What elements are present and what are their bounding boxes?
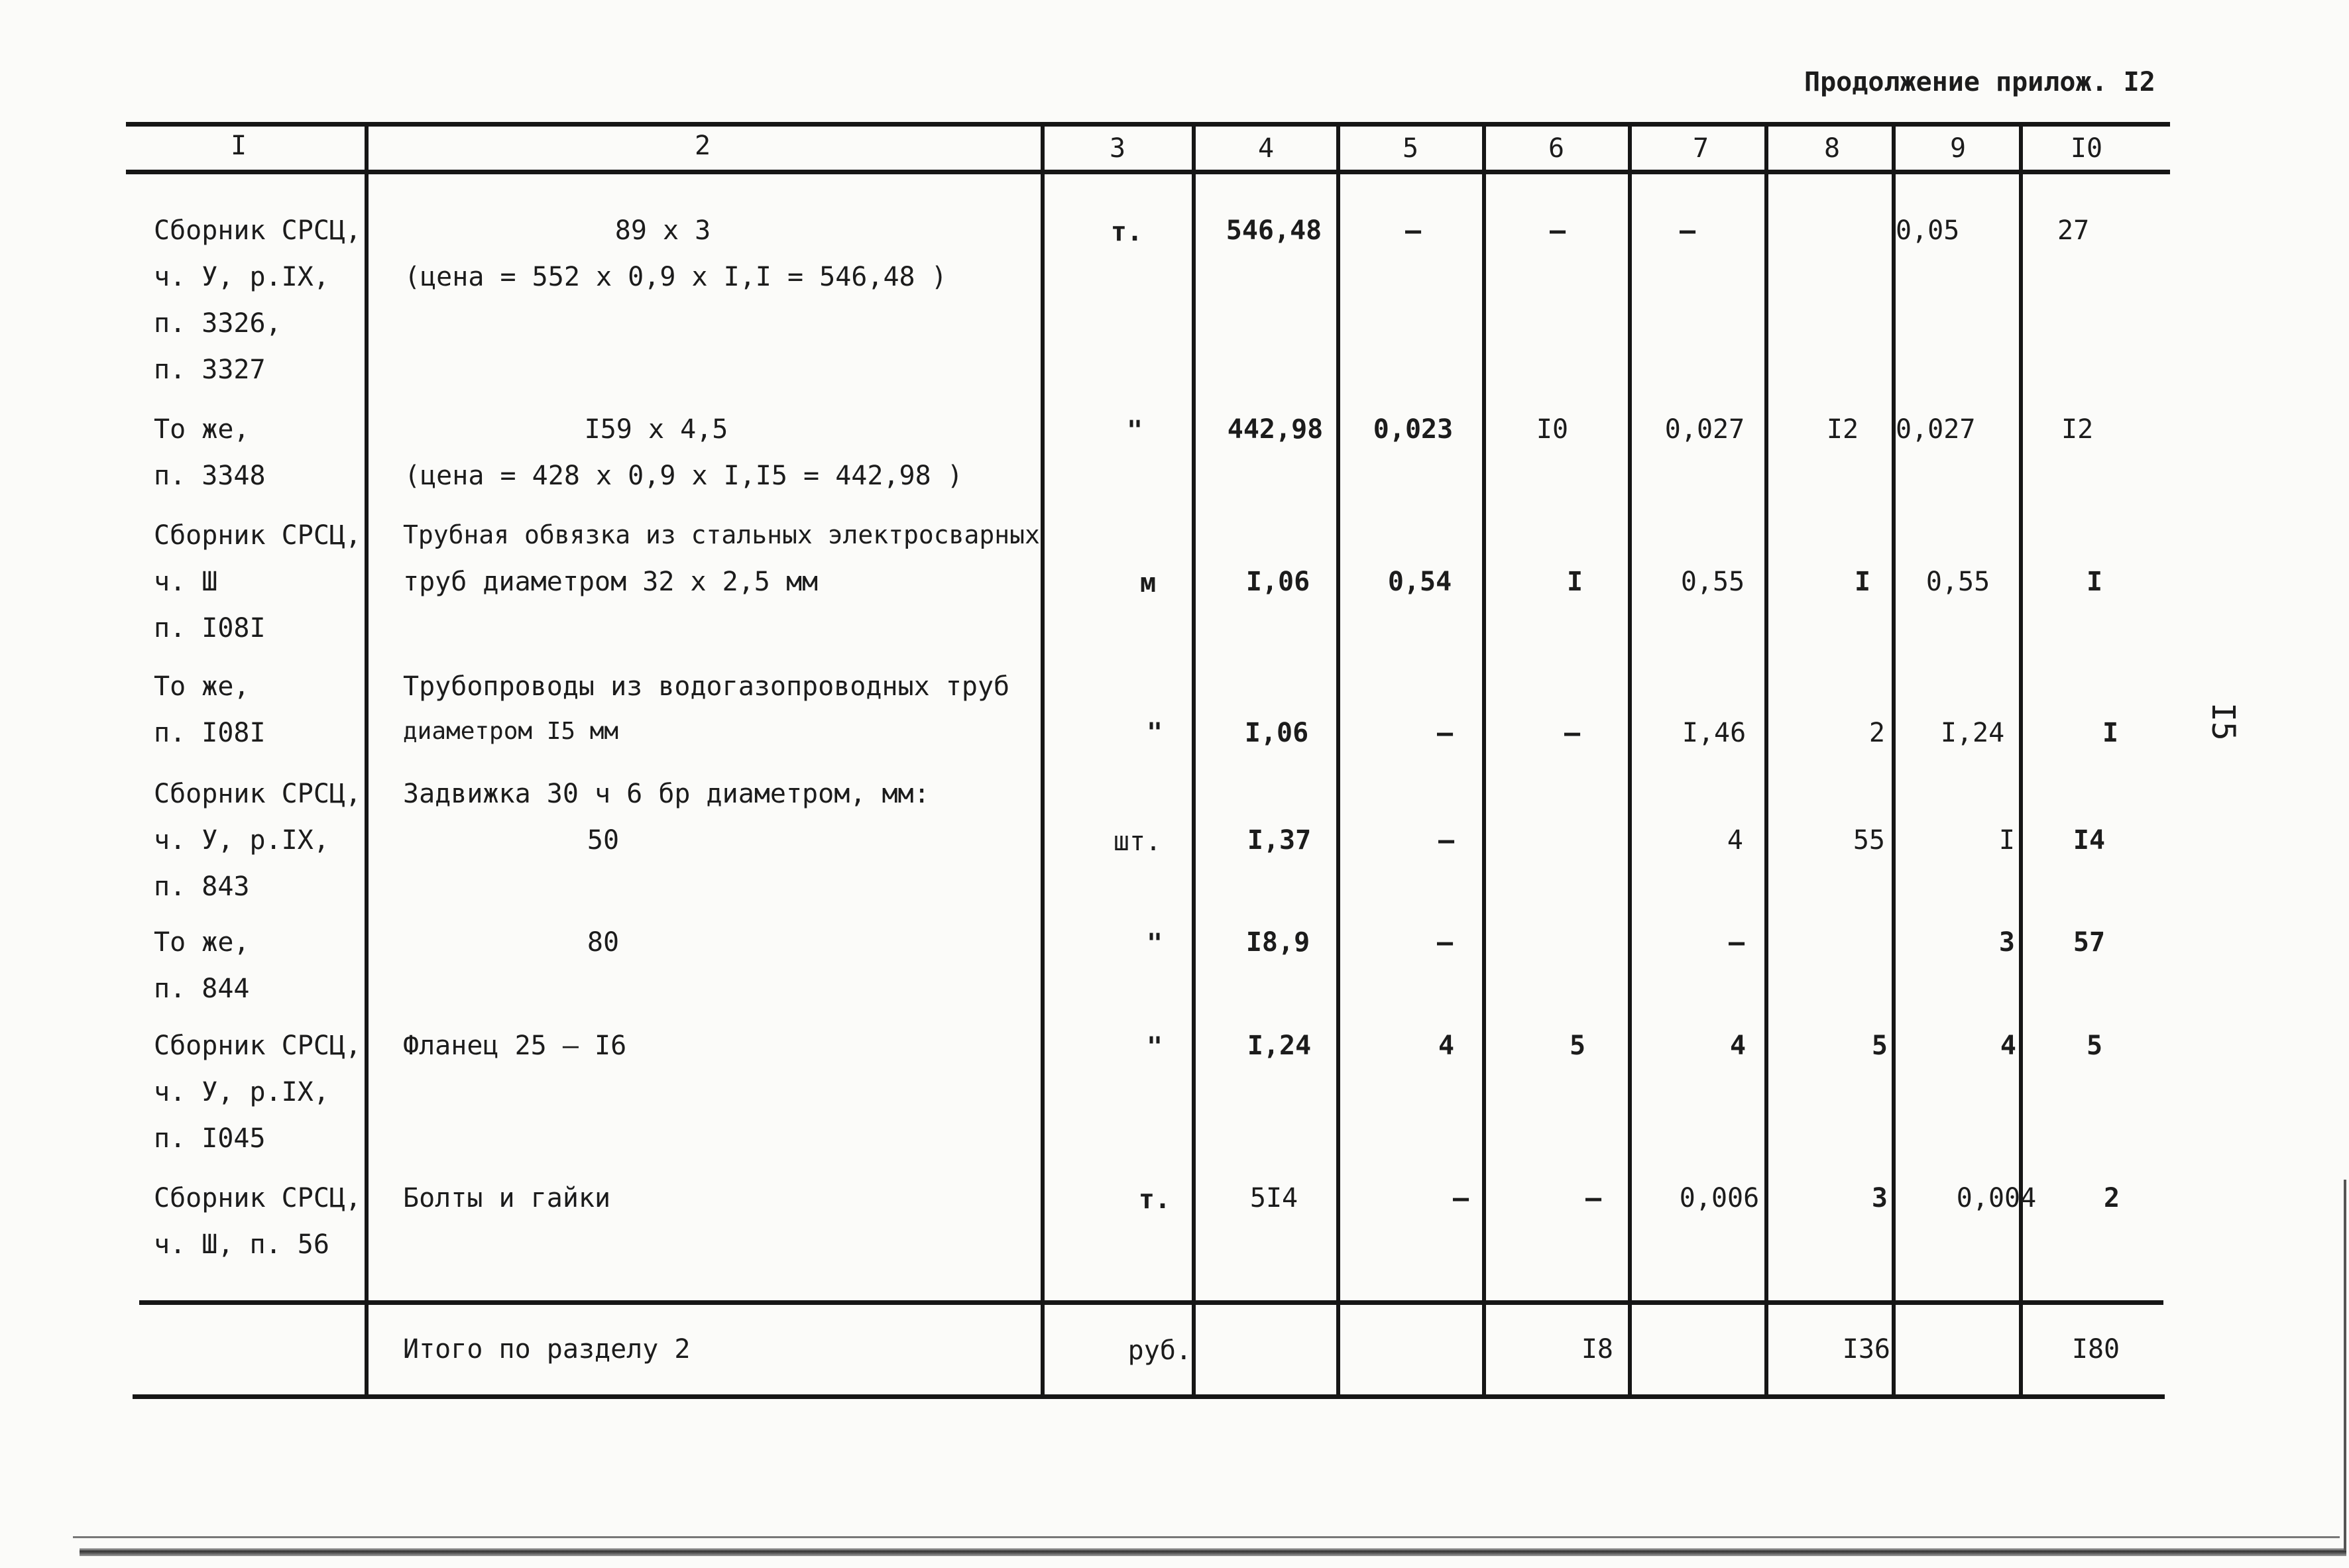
value-cell-8: I2 [1826,414,1859,445]
value-cell-7: – [1728,927,1745,958]
value-cell-5: 4 [1438,1031,1455,1061]
value-cell-9: 4 [2000,1031,2016,1061]
scan-edge-shadow [80,1548,2346,1556]
source-line: То же, [154,671,250,702]
description-line: Фланец 25 – I6 [403,1031,627,1061]
value-cell-7: I,46 [1682,718,1747,748]
source-line: п. I045 [154,1123,266,1154]
total-top-rule [139,1300,2163,1305]
source-line: Сборник СРСЦ, [154,1031,362,1061]
value-cell-4: I,06 [1245,567,1310,597]
value-cell-6: I [1566,567,1583,597]
value-cell-6: I0 [1536,414,1569,445]
value-cell-7: 0,55 [1680,567,1745,597]
value-cell-5: 0,54 [1387,567,1452,597]
source-line: ч. У, р.IX, [154,825,329,856]
unit-cell: м [1139,568,1157,598]
description-line: 50 [587,825,620,856]
value-cell-5: – [1436,927,1454,958]
value-cell-4: 5I4 [1249,1183,1298,1213]
source-line: ч. Ш, п. 56 [154,1229,329,1260]
source-line: п. 3327 [154,355,266,385]
value-cell-4: I,37 [1247,825,1312,856]
total-cell-10: I80 [2071,1334,2120,1365]
description-line: Трубопроводы из водогазопроводных труб [403,671,1010,702]
value-cell-9: 3 [1998,927,2015,958]
col-header: 8 [1823,133,1841,164]
description-line: диаметром I5 мм [403,718,619,745]
value-cell-9: 0,55 [1925,567,1990,597]
description-line: 89 х 3 [614,215,711,246]
value-cell-5: – [1404,215,1422,246]
source-line: п. I08I [154,718,266,748]
source-line: ч. У, р.IX, [154,1077,329,1107]
col-header: 6 [1548,133,1565,164]
continuation-note: Продолжение прилож. I2 [1804,67,2155,97]
value-cell-6: 5 [1569,1031,1586,1061]
unit-cell: " [1126,416,1143,446]
description-line: Задвижка 30 ч 6 бр диаметром, мм: [403,779,930,809]
col-line-8 [1892,123,1896,1398]
value-cell-10: 2 [2103,1183,2120,1213]
source-line: Сборник СРСЦ, [154,1183,362,1213]
value-cell-10: 57 [2073,927,2106,958]
description-line: труб диаметром 32 х 2,5 мм [403,567,819,597]
description-line: (цена = 552 х 0,9 х I,I = 546,48 ) [404,262,947,292]
value-cell-5: – [1452,1183,1469,1213]
value-cell-10: 5 [2086,1031,2103,1061]
value-cell-7: – [1679,215,1696,246]
value-cell-7: 0,027 [1664,414,1745,445]
value-cell-9: 0,004 [1956,1183,2037,1213]
unit-cell: " [1146,718,1163,748]
total-cell-8: I36 [1842,1334,1890,1365]
col-header: I0 [2070,133,2103,164]
col-line-5 [1482,123,1486,1398]
header-bottom-rule [126,170,2170,174]
col-header: 7 [1692,133,1709,164]
value-cell-9: I [1998,825,2015,856]
value-cell-8: I [1854,567,1871,597]
table-top-rule [126,122,2170,127]
value-cell-9: 0,027 [1896,414,1976,445]
source-line: То же, [154,927,250,958]
value-cell-4: I,24 [1247,1031,1312,1061]
source-line: То же, [154,414,250,445]
value-cell-4: 546,48 [1226,215,1322,246]
total-unit: руб. [1127,1335,1192,1366]
unit-cell: шт. [1113,826,1162,857]
total-cell-6: I8 [1581,1334,1613,1365]
value-cell-10: I [2102,718,2119,748]
col-line-4 [1336,123,1340,1398]
col-header: 3 [1109,133,1126,164]
value-cell-6: – [1585,1183,1602,1213]
col-header: 2 [694,131,711,161]
col-line-2 [1041,123,1045,1398]
table-bottom-rule [133,1394,2165,1399]
description-line: Трубная обвязка из стальных электросварных [403,520,1040,549]
value-cell-5: – [1436,718,1454,748]
value-cell-9: I,24 [1940,718,2005,748]
col-line-6 [1628,123,1632,1398]
col-line-7 [1764,123,1768,1398]
unit-cell: т. [1138,1184,1171,1215]
value-cell-10: I2 [2061,414,2094,445]
source-line: Сборник СРСЦ, [154,215,362,246]
value-cell-10: I4 [2073,825,2106,856]
source-line: п. 844 [154,974,250,1004]
source-line: Сборник СРСЦ, [154,779,362,809]
unit-cell: " [1146,1032,1163,1062]
value-cell-4: I,06 [1244,718,1309,748]
description-line: Болты и гайки [403,1183,611,1213]
value-cell-10: I [2086,567,2103,597]
source-line: п. 3348 [154,461,266,491]
source-line: ч. Ш [154,567,218,597]
source-line: п. 843 [154,871,250,902]
description-line: (цена = 428 х 0,9 х I,I5 = 442,98 ) [404,461,963,491]
unit-cell: " [1146,928,1163,959]
value-cell-7: 4 [1727,825,1743,856]
col-line-3 [1192,123,1196,1398]
value-cell-6: – [1564,718,1581,748]
col-line-1 [365,123,369,1398]
col-header: 4 [1257,133,1275,164]
value-cell-5: – [1438,825,1455,856]
source-line: ч. У, р.IX, [154,262,329,292]
value-cell-8: 2 [1868,718,1885,748]
value-cell-6: – [1549,215,1566,246]
value-cell-8: 55 [1853,825,1885,856]
value-cell-7: 0,006 [1679,1183,1760,1213]
description-line: I59 х 4,5 [584,414,728,445]
description-line: 80 [587,927,620,958]
scan-edge-line [73,1536,2340,1538]
col-header: I [230,131,247,161]
source-line: п. I08I [154,613,266,644]
scan-right-edge [2344,1180,2346,1551]
value-cell-7: 4 [1729,1031,1747,1061]
value-cell-4: I8,9 [1245,927,1310,958]
value-cell-10: 27 [2057,215,2090,246]
value-cell-4: 442,98 [1227,414,1324,445]
col-header: 5 [1402,133,1419,164]
value-cell-9: 0,05 [1896,215,1960,246]
page-number: I5 [2205,702,2242,741]
total-label: Итого по разделу 2 [403,1334,691,1365]
value-cell-5: 0,023 [1373,414,1454,445]
value-cell-8: 5 [1871,1031,1888,1061]
source-line: п. 3326, [154,308,282,339]
unit-cell: т. [1110,217,1143,247]
value-cell-8: 3 [1871,1183,1888,1213]
source-line: Сборник СРСЦ, [154,520,362,551]
col-header: 9 [1949,133,1967,164]
